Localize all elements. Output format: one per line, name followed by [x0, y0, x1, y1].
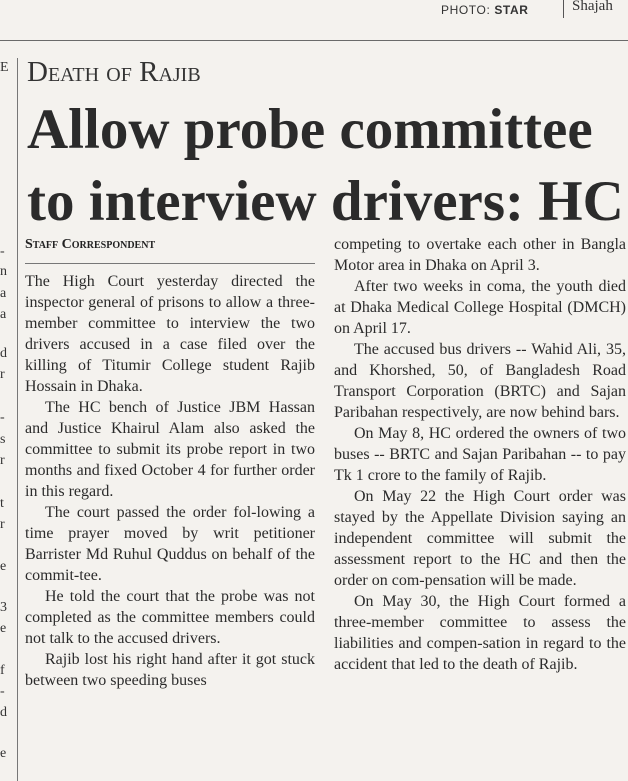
paragraph: competing to overtake each other in Bangla Motor area in Dhaka on April 3. [334, 236, 626, 274]
top-bar [0, 0, 628, 41]
left-fragment: r [0, 453, 5, 468]
paragraph: He told the court that the probe was not completed as the committee members could not talk to the accused drivers. [25, 588, 315, 647]
paragraph: The High Court yesterday directed the inspector general of prisons to allow a three-member committee to interview the two drivers accused in a case filed over the killing of Titumir College student Rajib Hossain in Dhaka. [25, 273, 315, 395]
paragraph: The court passed the order fol-lowing a time prayer moved by writ petitioner Barrister Md Ruhul Quddus on behalf of the commit-tee. [25, 504, 315, 584]
article-column-1 [25, 271, 315, 691]
left-fragment: - [0, 244, 5, 259]
headline-line-1: Allow probe committee [27, 98, 593, 161]
photo-credit-source: STAR [494, 3, 529, 17]
byline: Staff Correspondent [25, 237, 156, 252]
left-fragment: a [0, 307, 7, 322]
paragraph: On May 30, the High Court formed a three-member committee to assess the liabilities and compen-sation in regard to the accident that led to the death of Rajib. [334, 593, 626, 673]
left-fragment: e [0, 621, 7, 636]
left-fragment: e [0, 559, 7, 574]
left-fragment: n [0, 264, 7, 279]
left-fragment: r [0, 517, 5, 532]
paragraph: The HC bench of Justice JBM Hassan and Justice Khairul Alam also asked the committee to submit its probe report in two months and fixed October 4 for further order in this regard. [25, 399, 315, 500]
left-fragment: E [0, 60, 9, 75]
paragraph: Rajib lost his right hand after it got stuck between two speeding buses [25, 651, 315, 689]
left-fragment: - [0, 410, 5, 425]
left-fragment: d [0, 705, 7, 720]
paragraph: After two weeks in coma, the youth died at Dhaka Medical College Hospital (DMCH) on April 17. [334, 278, 626, 337]
headline-line-2: to interview drivers: HC [27, 170, 624, 233]
left-fragment: t [0, 496, 4, 511]
left-fragment: r [0, 367, 5, 382]
kicker: Death of Rajib [27, 56, 201, 88]
paragraph: The accused bus drivers -- Wahid Ali, 35, and Khorshed, 50, of Bangladesh Road Transport Corporation (BRTC) and Sajan Paribahan respectively, are now behind bars. [334, 341, 626, 421]
adjacent-article-fragment: Shajah [572, 0, 613, 14]
paragraph: On May 8, HC ordered the owners of two buses -- BRTC and Sajan Paribahan -- to pay Tk 1 crore to the family of Rajib. [334, 425, 626, 484]
left-fragment: a [0, 286, 7, 301]
left-fragment: - [0, 684, 5, 699]
left-fragment: d [0, 346, 7, 361]
article-column-2 [334, 234, 626, 675]
column-separator [563, 0, 564, 18]
left-fragment: 3 [0, 600, 7, 615]
headline [27, 94, 627, 238]
photo-credit [441, 3, 529, 17]
left-fragment: e [0, 746, 7, 761]
photo-credit-label: PHOTO: [441, 3, 491, 17]
left-fragment: f [0, 663, 5, 678]
byline-rule [25, 263, 315, 264]
paragraph: On May 22 the High Court order was stayed by the Appellate Division saying an independent committee will submit the assessment report to the HC and then the order on com-pensation will be made. [334, 488, 626, 589]
left-fragment: s [0, 432, 6, 447]
column-rule [17, 58, 18, 781]
